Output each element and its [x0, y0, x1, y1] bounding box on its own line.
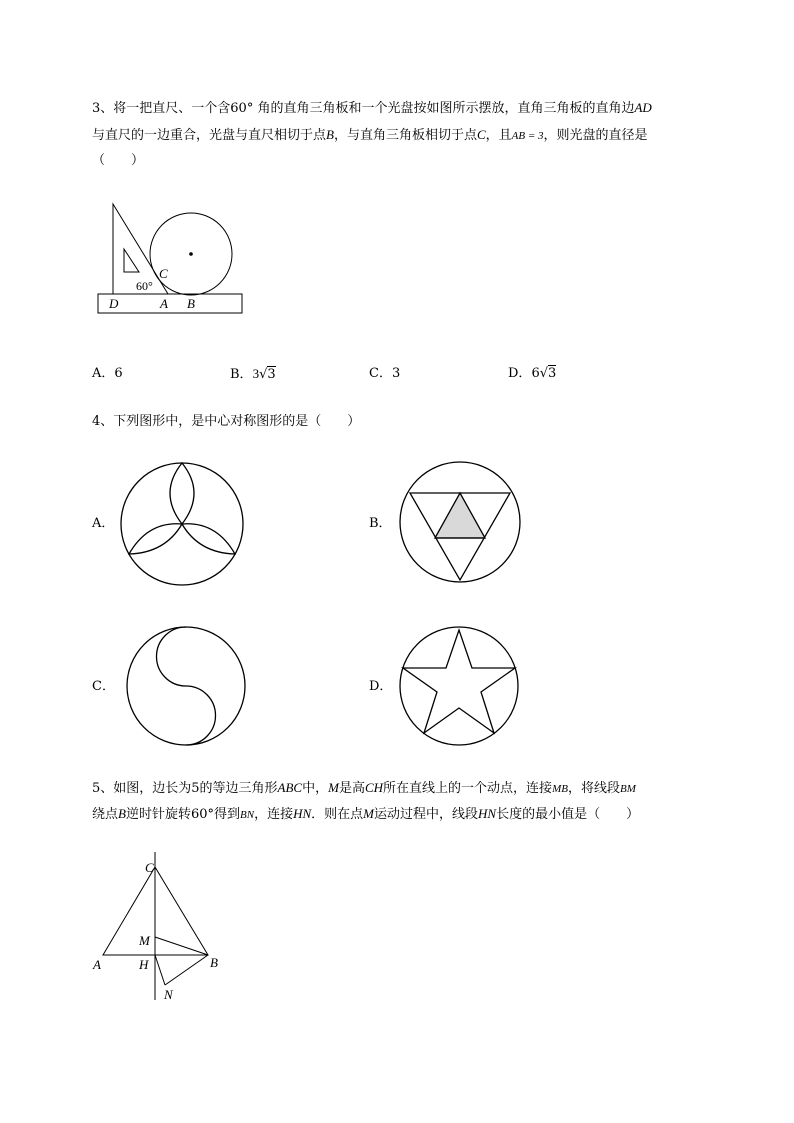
label-b: B — [187, 296, 195, 311]
q4-option-d-label[interactable]: D． — [369, 679, 393, 694]
option-coef: 3 — [252, 366, 260, 381]
q3-var: C — [476, 127, 486, 142]
q5-text: 逆时针旋转60°得到 — [125, 807, 241, 822]
sqrt-sign: √ — [259, 367, 268, 382]
q3-var: AD — [634, 100, 652, 115]
option-letter: C． — [369, 366, 392, 381]
segment-bn — [165, 955, 208, 985]
q3-text: ，与直角三角板相切于点 — [333, 128, 477, 143]
label-c: C — [145, 860, 154, 875]
option-letter: B． — [230, 367, 253, 382]
q5-var: B — [118, 806, 126, 821]
q5-var: MB — [552, 783, 568, 795]
label-n: N — [164, 987, 173, 1002]
option-value: 6 — [114, 366, 123, 381]
label-m: M — [139, 933, 150, 948]
q3-equation: AB = 3 — [511, 130, 544, 142]
q4-option-c-label[interactable]: C． — [92, 679, 115, 694]
q4-option-a-label[interactable]: A． — [92, 516, 115, 531]
label-c: C — [159, 266, 168, 281]
q3-line3: （ ） — [92, 153, 145, 168]
q5-text: ，连接 — [254, 807, 294, 822]
segment-mb — [155, 937, 208, 955]
q5-text: ．则在点 — [311, 807, 364, 822]
q5-var: CH — [364, 780, 384, 795]
label-d: D — [109, 296, 119, 311]
q3-text: ，且 — [485, 128, 512, 143]
sqrt-sign: √ — [539, 366, 549, 381]
segment-hn — [155, 955, 165, 985]
option-radicand: 3 — [267, 367, 276, 382]
q5-text: 中， — [302, 781, 329, 796]
q3-text: 与直尺的一边重合，光盘与直尺相切于点 — [92, 128, 327, 143]
q5-var: ABC — [277, 780, 303, 795]
q5-text: 5、如图，边长为5的等边三角形 — [92, 781, 278, 796]
option-coef: 6 — [531, 366, 540, 381]
q5-text: 所在直线上的一个动点，连接 — [383, 781, 553, 796]
label-angle: 60° — [136, 279, 153, 293]
q5-text: ，将线段 — [567, 781, 620, 796]
q4-option-b-label[interactable]: B． — [369, 516, 392, 531]
q5-var: HN — [293, 806, 312, 821]
option-letter: D． — [508, 366, 532, 381]
option-value: 3 — [391, 366, 401, 381]
label-b: B — [210, 955, 218, 970]
q5-text: 运动过程中，线段 — [374, 807, 479, 822]
q5-var: HN — [478, 806, 497, 821]
q5-text: 长度的最小值是（ ） — [496, 807, 640, 822]
q5-var: BN — [240, 809, 255, 821]
option-radicand: 3 — [548, 366, 557, 381]
q5-var: M — [328, 780, 339, 795]
q4-stem: 4、下列图形中，是中心对称图形的是（ ） — [92, 414, 361, 429]
label-a: A — [93, 957, 101, 972]
q5-var: M — [363, 806, 375, 821]
q5-var: BM — [619, 783, 636, 795]
q5-text: 是高 — [338, 781, 365, 796]
q3-var: B — [326, 127, 334, 142]
option-letter: A． — [92, 366, 115, 381]
label-h: H — [139, 957, 149, 972]
q3-text: ，则光盘的直径是 — [543, 128, 648, 143]
q3-text: 3、将一把直尺、一个含60° 角的直角三角板和一个光盘按如图所示摆放，直角三角板的直角边 — [92, 101, 635, 116]
q5-text: 绕点 — [92, 807, 119, 822]
label-a: A — [160, 296, 168, 311]
